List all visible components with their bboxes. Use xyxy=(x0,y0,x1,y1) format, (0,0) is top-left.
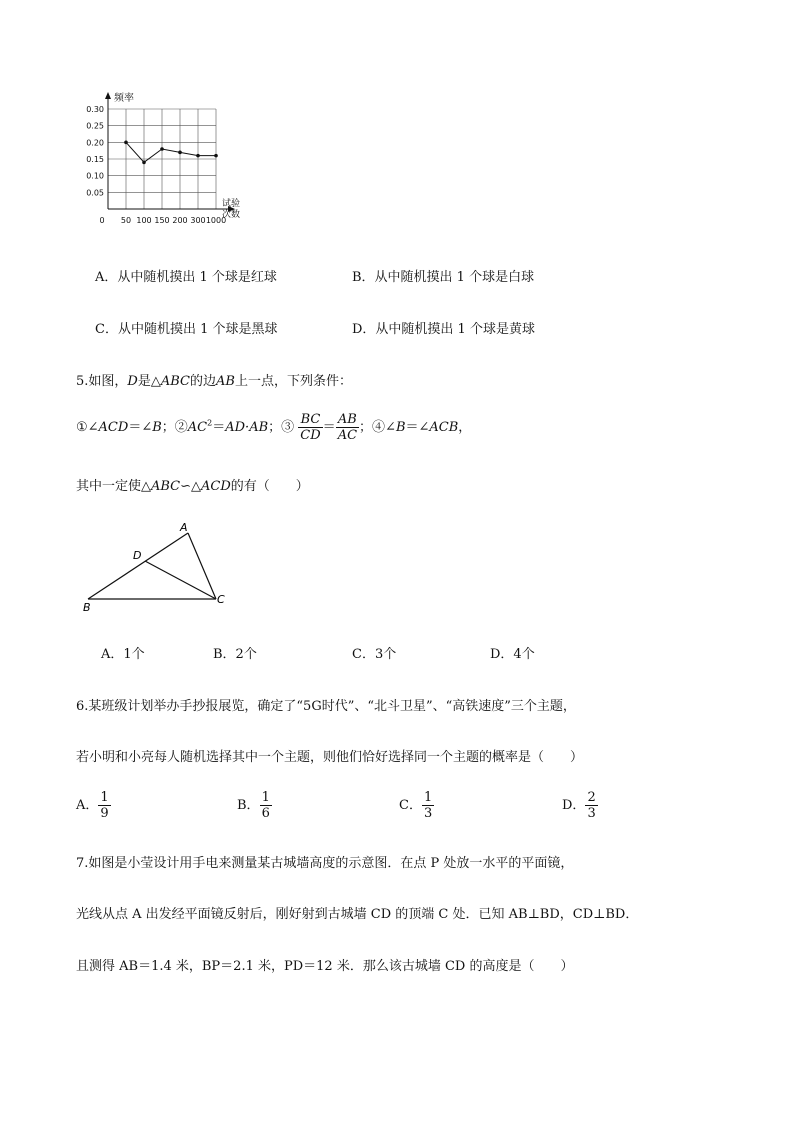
data-point xyxy=(142,161,146,165)
q5-option-c: C．3个 xyxy=(352,647,397,662)
q5-option-b: B．2个 xyxy=(213,647,257,662)
x-tick-label: 1000 xyxy=(205,216,227,225)
q5-option-a: A．1个 xyxy=(101,647,145,662)
x-tick-label: 300 xyxy=(190,216,206,225)
label-a: A xyxy=(180,521,188,534)
y-tick-label: 0.10 xyxy=(86,171,104,181)
q6-line-2: 若小明和小亮每人随机选择其中一个主题，则他们恰好选择同一个主题的概率是（ ） xyxy=(76,750,584,765)
q5-conditions: ①∠ACD＝∠B；$②AC^2=AD\cdot AB$；③ $\frac{BC}{CD}$ ＝ $\frac{AB}{AC}$ ；④∠B＝∠ACB， xyxy=(76,412,472,443)
data-point xyxy=(124,141,128,145)
q4-option-d: D．从中随机摸出 1 个球是黄球 xyxy=(352,322,535,337)
y-tick-label: 0.15 xyxy=(86,155,104,164)
frequency-line xyxy=(126,142,216,162)
x-tick-label: 200 xyxy=(172,216,188,225)
data-point xyxy=(214,154,218,158)
x-axis-label: 试验 xyxy=(222,199,241,209)
q6-option-d: D． $\frac{2}{3}$ xyxy=(562,790,596,821)
q4-option-c: C．从中随机摸出 1 个球是黑球 xyxy=(95,322,278,337)
x-tick-label: 50 xyxy=(120,216,132,225)
data-point xyxy=(160,147,164,151)
q6-option-a: A． $\frac{1}{9}$ xyxy=(76,790,109,821)
x-tick-label: 100 xyxy=(136,216,152,225)
data-point xyxy=(178,151,182,155)
label-c: C xyxy=(217,593,225,606)
y-tick-label: 0.05 xyxy=(86,188,104,198)
triangle-figure xyxy=(78,515,238,615)
q5-question: 其中一定使△ABC∽△ACD的有（ ） xyxy=(76,479,309,494)
side-ba xyxy=(88,533,188,599)
q4-option-a: A．从中随机摸出 1 个球是红球 xyxy=(95,270,277,285)
segment-dc xyxy=(145,561,216,599)
x-tick-label: 150 xyxy=(154,216,170,225)
y-axis-label: 频率 xyxy=(114,93,134,104)
origin-label: 0 xyxy=(99,216,105,225)
q7-line-1: 7.如图是小莹设计用手电来测量某古城墙高度的示意图．在点 P 处放一水平的平面镜， xyxy=(76,856,574,871)
y-tick-label: 0.20 xyxy=(86,138,104,148)
q6-option-c: C． $\frac{1}{3}$ xyxy=(399,790,433,821)
label-b: B xyxy=(83,601,91,614)
q5-stem: 5.如图，D是△ABC的边AB上一点，下列条件： xyxy=(76,374,352,389)
x-axis-label-line2: 次数 xyxy=(222,210,241,220)
q4-option-b: B．从中随机摸出 1 个球是白球 xyxy=(352,270,535,285)
q5-option-d: D．4个 xyxy=(490,647,535,662)
side-ac xyxy=(188,533,216,599)
q7-line-3: 且测得 AB＝1.4 米，BP＝2.1 米，PD＝12 米．那么该古城墙 CD 的高度是（ ） xyxy=(76,959,574,974)
data-point xyxy=(196,154,200,158)
y-tick-label: 0.30 xyxy=(86,105,104,114)
fraction-bc-cd: $\frac{BC}{CD}$ xyxy=(300,412,321,443)
fraction-ab-ac: $\frac{AB}{AC}$ xyxy=(337,412,358,443)
q6-line-1: 6.某班级计划举办手抄报展览，确定了“5G时代”、“北斗卫星”、“高铁速度”三个主题， xyxy=(76,699,576,714)
q7-line-2: 光线从点 A 出发经平面镜反射后，刚好射到古城墙 CD 的顶端 C 处．已知 AB⊥BD，CD⊥BD． xyxy=(76,907,639,922)
y-tick-label: 0.25 xyxy=(86,121,104,131)
q6-option-b: B． $\frac{1}{6}$ xyxy=(237,790,270,821)
label-d: D xyxy=(133,549,142,562)
y-axis-arrow xyxy=(105,92,111,99)
frequency-chart xyxy=(70,84,270,234)
